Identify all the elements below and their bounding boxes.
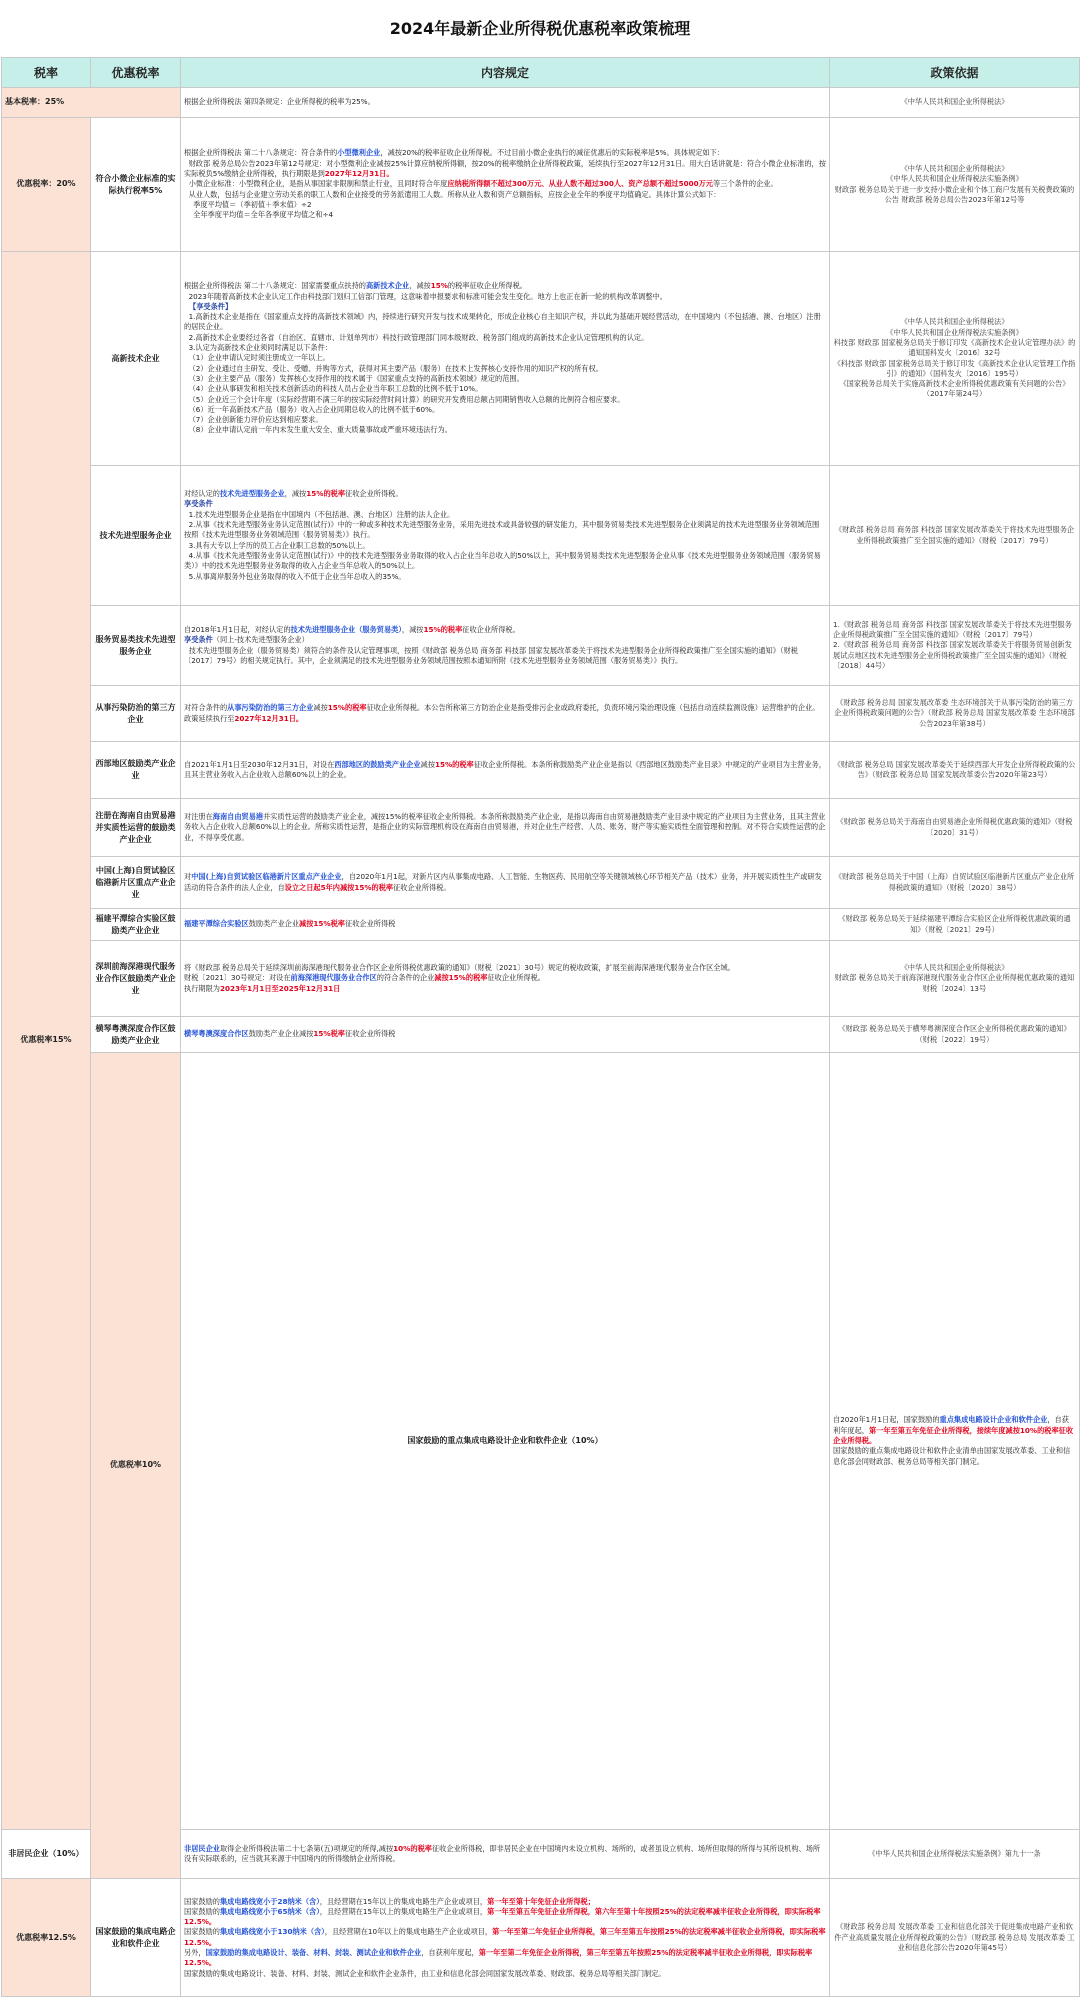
page-title: 2024年最新企业所得税优惠税率政策梳理 — [389, 19, 691, 38]
rate-cell: 优惠税率10% — [91, 1053, 181, 1879]
pref-cell: 符合小微企业标准的实际执行税率5% — [91, 118, 181, 252]
content-cell: 对经认定的技术先进型服务企业，减按15%的税率征收企业所得税。 享受条件 1.技术先进型服务企业是指在中国境内（不包括港、澳、台地区）注册的法人企业。 2.从事《技术先进型服务业务认定范围(试行)》中的一种或多种技术先进型服务业务，采用先进技术或具备较强的研发能力，其中服务贸易类技术先进型服务企业须满足的技术先进型服务业务领域范围按照《技术先进型服务业务领域范围（服务贸易类）》执行。 3.具有大专以上学历的员工占企业职工总数的50%以上。 4.从事《技术先进型服务业务认定范围(试行)》中的技术先进型服务业务取得的收入占企业当年总收入的50%以上，其中服务贸易类技术先进型服务企业从事《技术先进型服务业务领域范围（服务贸易类）》中的技术先进型服务业务取得的收入占企业当年总收入的50%以上。 5.从事离岸服务外包业务取得的收入不低于企业当年总收入的35%。 — [181, 466, 830, 606]
pref-cell: 非居民企业（10%） — [2, 1830, 91, 1879]
table-row — [2, 742, 1080, 799]
content-cell: 对注册在海南自由贸易港并实质性运营的鼓励类产业企业，减按15%的税率征收企业所得税。本条所称鼓励类产业企业，是指以海南自由贸易港鼓励类产业目录中规定的产业项目为主营业务，且其主营业务收入占企业收入总额60%以上的企业。所称实质性运营，是指企业的实际管理机构设在海南自由贸易港，并对企业生产经营、人员、账务、财产等实施实质性全面管理和控制。对不符合实质性运营的企业，不得享受优惠。 — [181, 799, 830, 857]
rate-cell: 优惠税率15% — [2, 252, 91, 1830]
basis-cell: 《中华人民共和国企业所得税法》 财政部 税务总局关于前海深港现代服务业合作区企业所得税优惠政策的通知财税〔2024〕13号 — [830, 941, 1080, 1017]
basis-cell: 《中华人民共和国企业所得税法》 《中华人民共和国企业所得税法实施条例》 科技部 财政部 国家税务总局关于修订印发《高新技术企业认定管理办法》的通知国科发火〔2016〕32号 《科技部 财政部 国家税务总局关于修订印发《高新技术企业认定管理工作指引》的通知》（国科发火〔2016〕195号） 《国家税务总局关于实施高新技术企业所得税优惠政策有关问题的公告》（2017年第24号） — [830, 252, 1080, 466]
pref-cell: 国家鼓励的集成电路企业和软件企业 — [91, 1879, 181, 1997]
basis-cell: 《中华人民共和国企业所得税法》 — [830, 88, 1080, 118]
content-cell: 国家鼓励的集成电路线宽小于28纳米（含），且经营期在15年以上的集成电路生产企业或项目，第一年至第十年免征企业所得税； 国家鼓励的集成电路线宽小于65纳米（含），且经营期在15年以上的集成电路生产企业或项目，第一年至第五年免征企业所得税，第六年至第十年按照25%的法定税率减半征收企业所得税，即实际税率12.5%。 国家鼓励的集成电路线宽小于130纳米（含），且经营期在10年以上的集成电路生产企业或项目，第一年至第二年免征企业所得税，第三年至第五年按照25%的法定税率减半征收企业所得税，即实际税率12.5%。 另外，国家鼓励的集成电路设计、装备、材料、封装、测试企业和软件企业，自获利年度起，第一年至第二年免征企业所得税，第三年至第五年按照25%的法定税率减半征收企业所得税，即实际税率12.5%。 国家鼓励的集成电路设计、装备、材料、封装、测试企业和软件企业条件，由工业和信息化部会同国家发展改革委、财政部、税务总局等相关部门制定。 — [181, 1879, 830, 1997]
content-cell: 对符合条件的从事污染防治的第三方企业减按15%的税率征收企业所得税。本公告所称第三方防治企业是指受排污企业或政府委托，负责环境污染治理设施（包括自动连续监测设施）运营维护的企业。政策延续执行至2027年12月31日。 — [181, 686, 830, 742]
rate-cell: 优惠税率12.5% — [2, 1879, 91, 1997]
pref-cell: 中国(上海)自贸试验区临港新片区重点产业企业 — [91, 857, 181, 909]
content-cell: 横琴粤澳深度合作区鼓励类产业企业减按15%税率征收企业所得税 — [181, 1017, 830, 1053]
header-content: 内容规定 — [181, 58, 830, 88]
basis-cell: 1.《财政部 税务总局 商务部 科技部 国家发展改革委关于将技术先进型服务企业所得税政策推广至全国实施的通知》（财税〔2017〕79号） 2.《财政部 税务总局 商务部 科技部 国家发展改革委关于将服务贸易创新发展试点地区技术先进型服务企业所得税政策推广至全国实施的通知》（财税〔2018〕44号） — [830, 606, 1080, 686]
table-row — [2, 909, 1080, 941]
header-row — [2, 58, 1080, 88]
content-cell: 根据企业所得税法 第二十八条规定：符合条件的小型微利企业，减按20%的税率征收企业所得税。不过目前小微企业执行的减征优惠后的实际税率是5%。具体规定如下： 财政部 税务总局公告2023年第12号规定：对小型微利企业减按25%计算应纳税所得额，按20%的税率缴纳企业所得税政策，延续执行至2027年12月31日。用大白话讲就是：符合小微企业标准的，按实际税负5%缴纳企业所得税，执行期限是到2027年12月31日。 小微企业标准：小型微利企业，是指从事国家非限制和禁止行业，且同时符合年度应纳税所得额不超过300万元、从业人数不超过300人、资产总额不超过5000万元等三个条件的企业。 从业人数，包括与企业建立劳动关系的职工人数和企业接受的劳务派遣用工人数。所称从业人数和资产总额指标，应按企业全年的季度平均值确定。具体计算公式如下： 季度平均值＝（季初值＋季末值）÷2 全年季度平均值＝全年各季度平均值之和÷4 — [181, 118, 830, 252]
header-basis: 政策依据 — [830, 58, 1080, 88]
table-row — [2, 1879, 1080, 1997]
header-rate: 税率 — [2, 58, 91, 88]
basis-cell: 《财政部 税务总局 国家发展改革委 生态环境部关于从事污染防治的第三方企业所得税政策问题的公告》（财政部 税务总局 国家发展改革委 生态环境部公告2023年第38号） — [830, 686, 1080, 742]
pref-cell: 横琴粤澳深度合作区鼓励类产业企业 — [91, 1017, 181, 1053]
policy-table — [1, 57, 1080, 1997]
pref-cell: 国家鼓励的重点集成电路设计企业和软件企业（10%） — [181, 1053, 830, 1830]
content-cell: 对中国(上海)自贸试验区临港新片区重点产业企业，自2020年1月1起，对新片区内从事集成电路、人工智能、生物医药、民用航空等关键领域核心环节相关产品（技术）业务，并开展实质性生产或研发活动的符合条件的法人企业，自设立之日起5年内减按15%的税率征收企业所得税。 — [181, 857, 830, 909]
content-cell: 自2021年1月1日至2030年12月31日，对设在西部地区的鼓励类产业企业减按15%的税率征收企业所得税。本条所称鼓励类产业企业是指以《西部地区鼓励类产业目录》中规定的产业项目为主营业务，且其主营业务收入占企业收入总额60%以上的企业。 — [181, 742, 830, 799]
basis-cell: 《财政部 税务总局 发展改革委 工业和信息化部关于促进集成电路产业和软件产业高质量发展企业所得税政策的公告》（财政部 税务总局 发展改革委 工业和信息化部公告2020年第45号） — [830, 1879, 1080, 1997]
content-cell: 根据企业所得税法 第四条规定：企业所得税的税率为25%。 — [181, 88, 830, 118]
table-row — [2, 941, 1080, 1017]
content-cell: 福建平潭综合实验区鼓励类产业企业减按15%税率征收企业所得税 — [181, 909, 830, 941]
table-row — [2, 686, 1080, 742]
content-cell: 自2018年1月1日起，对经认定的技术先进型服务企业（服务贸易类），减按15%的税率征收企业所得税。 享受条件（同上-技术先进型服务企业） 技术先进型服务企业（服务贸易类）须符合的条件及认定管理事项，按照《财政部 税务总局 商务部 科技部 国家发展改革委关于将技术先进型服务企业所得税政策推广至全国实施的通知》（财税〔2017〕79号）的相关规定执行。其中，企业须满足的技术先进型服务业务领域范围按照本通知所附《技术先进型服务业务领域范围（服务贸易类）》执行。 — [181, 606, 830, 686]
basis-cell: 《财政部 税务总局 国家发展改革委关于延续西部大开发企业所得税政策的公告》（财政部 税务总局 国家发展改革委公告2020年第23号） — [830, 742, 1080, 799]
pref-cell: 注册在海南自由贸易港并实质性运营的鼓励类产业企业 — [91, 799, 181, 857]
table-row — [2, 857, 1080, 909]
table-row — [2, 466, 1080, 606]
pref-cell: 技术先进型服务企业 — [91, 466, 181, 606]
table-row — [2, 88, 1080, 118]
content-cell: 将《财政部 税务总局关于延续深圳前海深港现代服务业合作区企业所得税优惠政策的通知》（财税〔2021〕30号）规定的税收政策，扩展至前海深港现代服务业合作区全域。 财税〔2021〕30号规定：对设在前海深港现代服务业合作区的符合条件的企业减按15%的税率征收企业所得税。 执行期限为2023年1月1日至2025年12月31日 — [181, 941, 830, 1017]
header-pref: 优惠税率 — [91, 58, 181, 88]
basis-cell: 《财政部 税务总局关于中国（上海）自贸试验区临港新片区重点产业企业所得税政策的通知》（财税〔2020〕38号） — [830, 857, 1080, 909]
pref-cell: 从事污染防治的第三方企业 — [91, 686, 181, 742]
pref-cell: 高新技术企业 — [91, 252, 181, 466]
content-cell: 自2020年1月1日起，国家鼓励的重点集成电路设计企业和软件企业，自获利年度起，第一年至第五年免征企业所得税，接续年度减按10%的税率征收企业所得税。 国家鼓励的重点集成电路设计和软件企业清单由国家发展改革委、工业和信息化部会同财政部、税务总局等相关部门制定。 — [830, 1053, 1080, 1830]
pref-cell: 深圳前海深港现代服务业合作区鼓励类产业企业 — [91, 941, 181, 1017]
content-cell: 根据企业所得税法 第二十八条规定：国家需要重点扶持的高新技术企业，减按15%的税率征收企业所得税。 2023年随着高新技术企业认定工作由科技部门划归工信部门管理，这意味着申报要求和标准可能会发生变化。地方上也正在新一轮的机构改革调整中。 【享受条件】 1.高新技术企业是指在《国家重点支持的高新技术领域》内，持续进行研究开发与技术成果转化，形成企业核心自主知识产权，并以此为基础开展经营活动，在中国境内（不包括港、澳、台地区）注册的居民企业。 2.高新技术企业要经过各省（自治区、直辖市、计划单列市）科技行政管理部门同本级财政、税务部门组成的高新技术企业认定管理机构的认定。 3.认定为高新技术企业须同时满足以下条件： （1）企业申请认定时须注册成立一年以上。 （2）企业通过自主研发、受让、受赠、并购等方式，获得对其主要产品（服务）在技术上发挥核心支持作用的知识产权的所有权。 （3）企业主要产品（服务）发挥核心支持作用的技术属于《国家重点支持的高新技术领域》规定的范围。 （4）企业从事研发和相关技术创新活动的科技人员占企业当年职工总数的比例不低于10%。 （5）企业近三个会计年度（实际经营期不满三年的按实际经营时间计算）的研究开发费用总额占同期销售收入总额的比例符合相应要求。 （6）近一年高新技术产品（服务）收入占企业同期总收入的比例不低于60%。 （7）企业创新能力评价应达到相应要求。 （8）企业申请认定前一年内未发生重大安全、重大质量事故或严重环境违法行为。 — [181, 252, 830, 466]
rate-cell: 基本税率：25% — [2, 88, 181, 118]
pref-cell: 服务贸易类技术先进型服务企业 — [91, 606, 181, 686]
basis-cell: 《财政部 税务总局关于海南自由贸易港企业所得税优惠政策的通知》（财税〔2020〕31号） — [830, 799, 1080, 857]
pref-cell: 福建平潭综合实验区鼓励类产业企业 — [91, 909, 181, 941]
table-row — [2, 252, 1080, 466]
basis-cell: 《财政部 税务总局关于延续福建平潭综合实验区企业所得税优惠政策的通知》（财税〔2021〕29号） — [830, 909, 1080, 941]
table-row — [2, 606, 1080, 686]
table-row — [2, 1017, 1080, 1053]
table-row — [2, 1053, 1080, 1830]
basis-cell: 《中华人民共和国企业所得税法实施条例》第九十一条 — [830, 1830, 1080, 1879]
basis-cell: 《财政部 税务总局 商务部 科技部 国家发展改革委关于将技术先进型服务企业所得税政策推广至全国实施的通知》（财税〔2017〕79号） — [830, 466, 1080, 606]
rate-cell: 优惠税率：20% — [2, 118, 91, 252]
table-row — [2, 118, 1080, 252]
basis-cell: 《财政部 税务总局关于横琴粤澳深度合作区企业所得税优惠政策的通知》（财税〔2022〕19号） — [830, 1017, 1080, 1053]
table-row — [2, 799, 1080, 857]
basis-cell: 《中华人民共和国企业所得税法》 《中华人民共和国企业所得税法实施条例》 财政部 税务总局关于进一步支持小微企业和个体工商户发展有关税费政策的公告 财政部 税务总局公告2023年第12号等 — [830, 118, 1080, 252]
content-cell: 非居民企业取得企业所得税法第二十七条第(五)项规定的所得,减按10%的税率征收企业所得税，即非居民企业在中国境内未设立机构、场所的，或者虽设立机构、场所但取得的所得与其所设机构、场所没有实际联系的，应当就其来源于中国境内的所得缴纳企业所得税。 — [181, 1830, 830, 1879]
pref-cell: 西部地区鼓励类产业企业 — [91, 742, 181, 799]
